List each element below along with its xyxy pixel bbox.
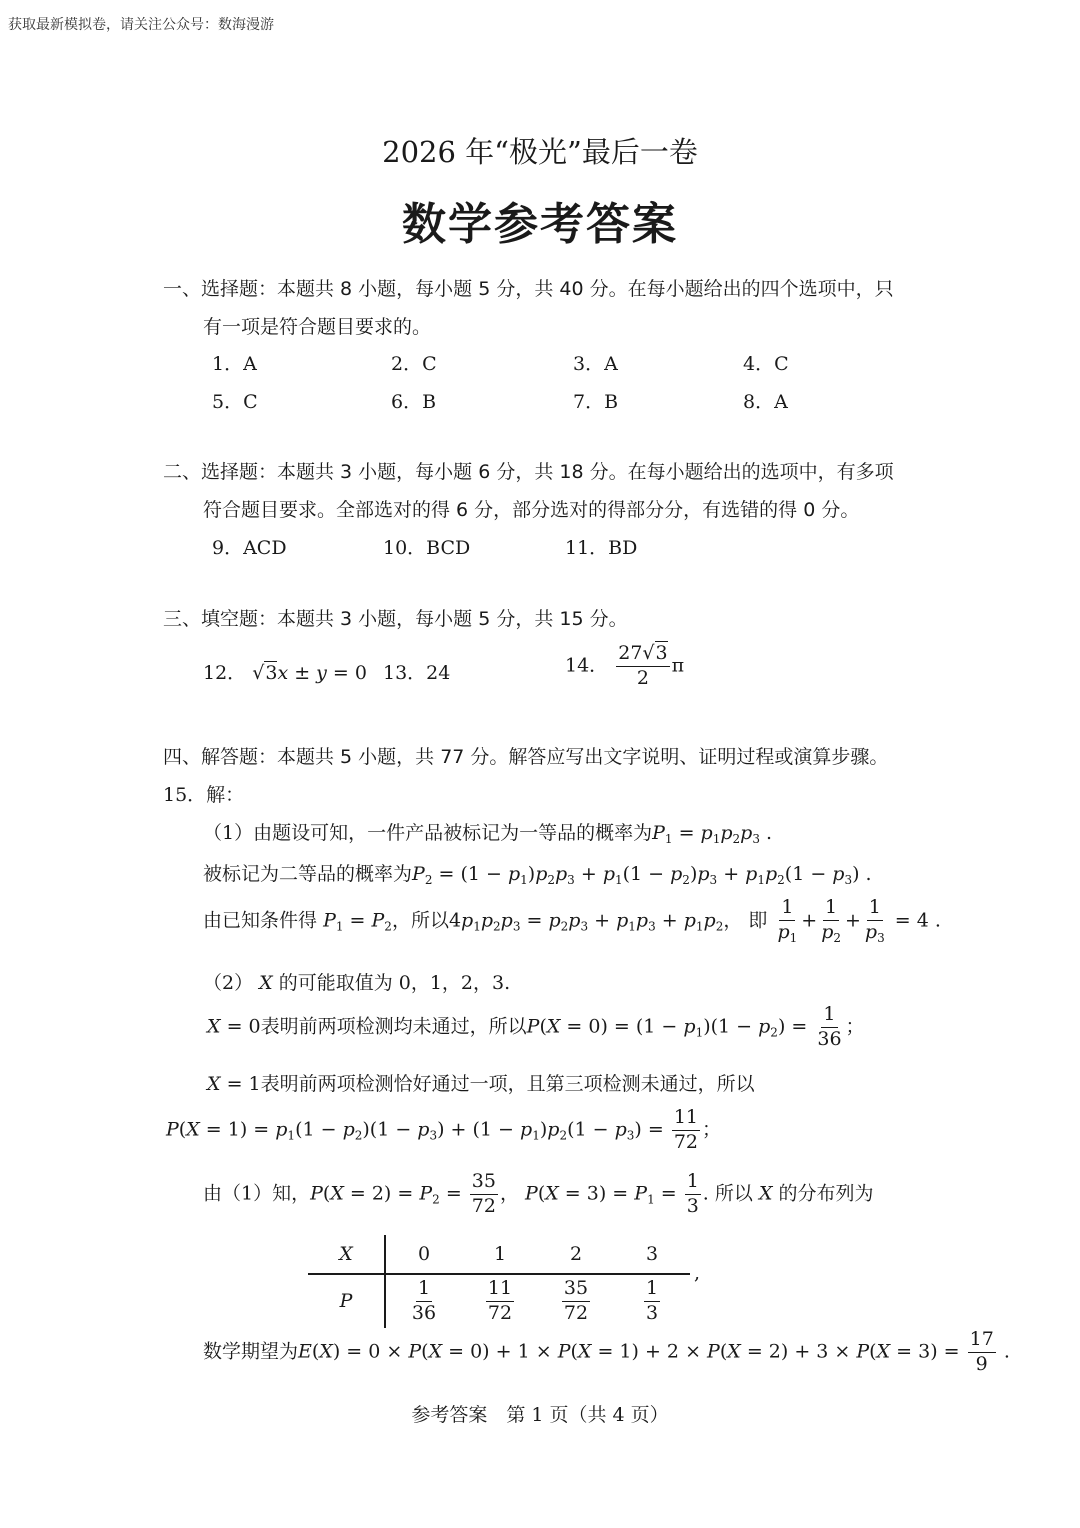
- q15-part1-line3: 由已知条件得 $P_1 = P_2$，所以$4p_1p_2p_3 = p_2p_3 + p_1p_3 + p_1p_2$， 即 $\frac{1}{p_1}$ + $\frac{1}{p_2}$ + $\frac{1}{p_3}$ = 4 .: [203, 896, 941, 945]
- table-p-1: $\frac{11}{72}$: [487, 1277, 513, 1324]
- answer-2: 2．C: [391, 353, 437, 375]
- answer-13: 13．24: [383, 662, 451, 684]
- answer-10: 10．BCD: [383, 537, 471, 559]
- q15-part2-line1: （2） X 的可能取值为 0，1，2，3.: [203, 972, 511, 994]
- answer-key-title: 数学参考答案: [402, 199, 678, 250]
- table-p-3: $\frac{1}{3}$: [645, 1277, 659, 1324]
- section1-heading-cont: 有一项是符合题目要求的。: [203, 316, 432, 338]
- q15-expectation: 数学期望为E(X) = 0 × P(X = 0) + 1 × P(X = 1) + 2 × P(X = 2) + 3 × P(X = 3) = $\frac{17}{9}$ .: [203, 1328, 1010, 1375]
- table-trailing-comma: ,: [694, 1262, 701, 1284]
- answer-14: 14． $\frac{27√3}{2}$ π: [565, 642, 685, 689]
- section3-heading: 三、填空题：本题共 3 小题，每小题 5 分，共 15 分。: [163, 608, 628, 630]
- section4-heading: 四、解答题：本题共 5 小题，共 77 分。解答应写出文字说明、证明过程或演算步骤。: [163, 746, 889, 768]
- answer-5: 5．C: [212, 391, 258, 413]
- distribution-table: [308, 1235, 690, 1328]
- q15-part2-line5: 由（1）知，$P(X = 2) = P_2$ = $\frac{35}{72}$ ， $P(X = 3) = P_1$ = $\frac{1}{3}$ . 所以 X 的分布列为: [203, 1170, 874, 1217]
- table-x-2: 2: [538, 1235, 614, 1274]
- q15-label: 15．解：: [163, 784, 245, 806]
- table-p-0: $\frac{1}{36}$: [411, 1277, 437, 1324]
- answer-11: 11．BD: [565, 537, 638, 559]
- table-x-1: 1: [462, 1235, 538, 1274]
- q15-part2-line3: X = 1表明前两项检测恰好通过一项，且第三项检测未通过，所以: [207, 1073, 755, 1095]
- section2-heading-cont: 符合题目要求。全部选对的得 6 分，部分选对的得部分分，有选错的得 0 分。: [203, 499, 860, 521]
- answer-7: 7．B: [573, 391, 619, 413]
- table-x-0: 0: [385, 1235, 462, 1274]
- answer-1: 1．A: [212, 353, 257, 375]
- answer-4: 4．C: [743, 353, 789, 375]
- table-header-x: X: [308, 1235, 385, 1274]
- answer-8: 8．A: [743, 391, 788, 413]
- q15-part2-line2: X = 0表明前两项检测均未通过，所以$P(X = 0) = (1 - p_1)(1 - p_2)$ = $\frac{1}{36}$ ；: [207, 1003, 865, 1050]
- answer-6: 6．B: [391, 391, 437, 413]
- table-header-p: P: [308, 1274, 385, 1328]
- answer-12: 12． √3x ± y = 0: [203, 662, 367, 684]
- page-footer: 参考答案 第 1 页（共 4 页）: [411, 1404, 669, 1426]
- table-x-3: 3: [614, 1235, 690, 1274]
- q15-part2-line4: $P(X = 1) = p_1(1 - p_2)(1 - p_3) + (1 - p_1)p_2(1 - p_3)$ = $\frac{11}{72}$ ；: [166, 1106, 722, 1153]
- answer-3: 3．A: [573, 353, 618, 375]
- section1-heading: 一、选择题：本题共 8 小题，每小题 5 分，共 40 分。在每小题给出的四个选项中，只: [163, 278, 894, 300]
- exam-title: 2026 年“极光”最后一卷: [382, 135, 698, 169]
- top-notice: 获取最新模拟卷，请关注公众号：数海漫游: [8, 17, 274, 33]
- section2-heading: 二、选择题：本题共 3 小题，每小题 6 分，共 18 分。在每小题给出的选项中，有多项: [163, 461, 894, 483]
- table-p-2: $\frac{35}{72}$: [563, 1277, 589, 1324]
- q15-part1-line1: （1）由题设可知，一件产品被标记为一等品的概率为$P_1 = p_1p_2p_3$ .: [203, 822, 773, 846]
- answer-9: 9．ACD: [212, 537, 287, 559]
- q15-part1-line2: 被标记为二等品的概率为$P_2 = (1 - p_1)p_2p_3 + p_1(1 - p_2)p_3 + p_1p_2(1 - p_3)$ .: [203, 863, 872, 887]
